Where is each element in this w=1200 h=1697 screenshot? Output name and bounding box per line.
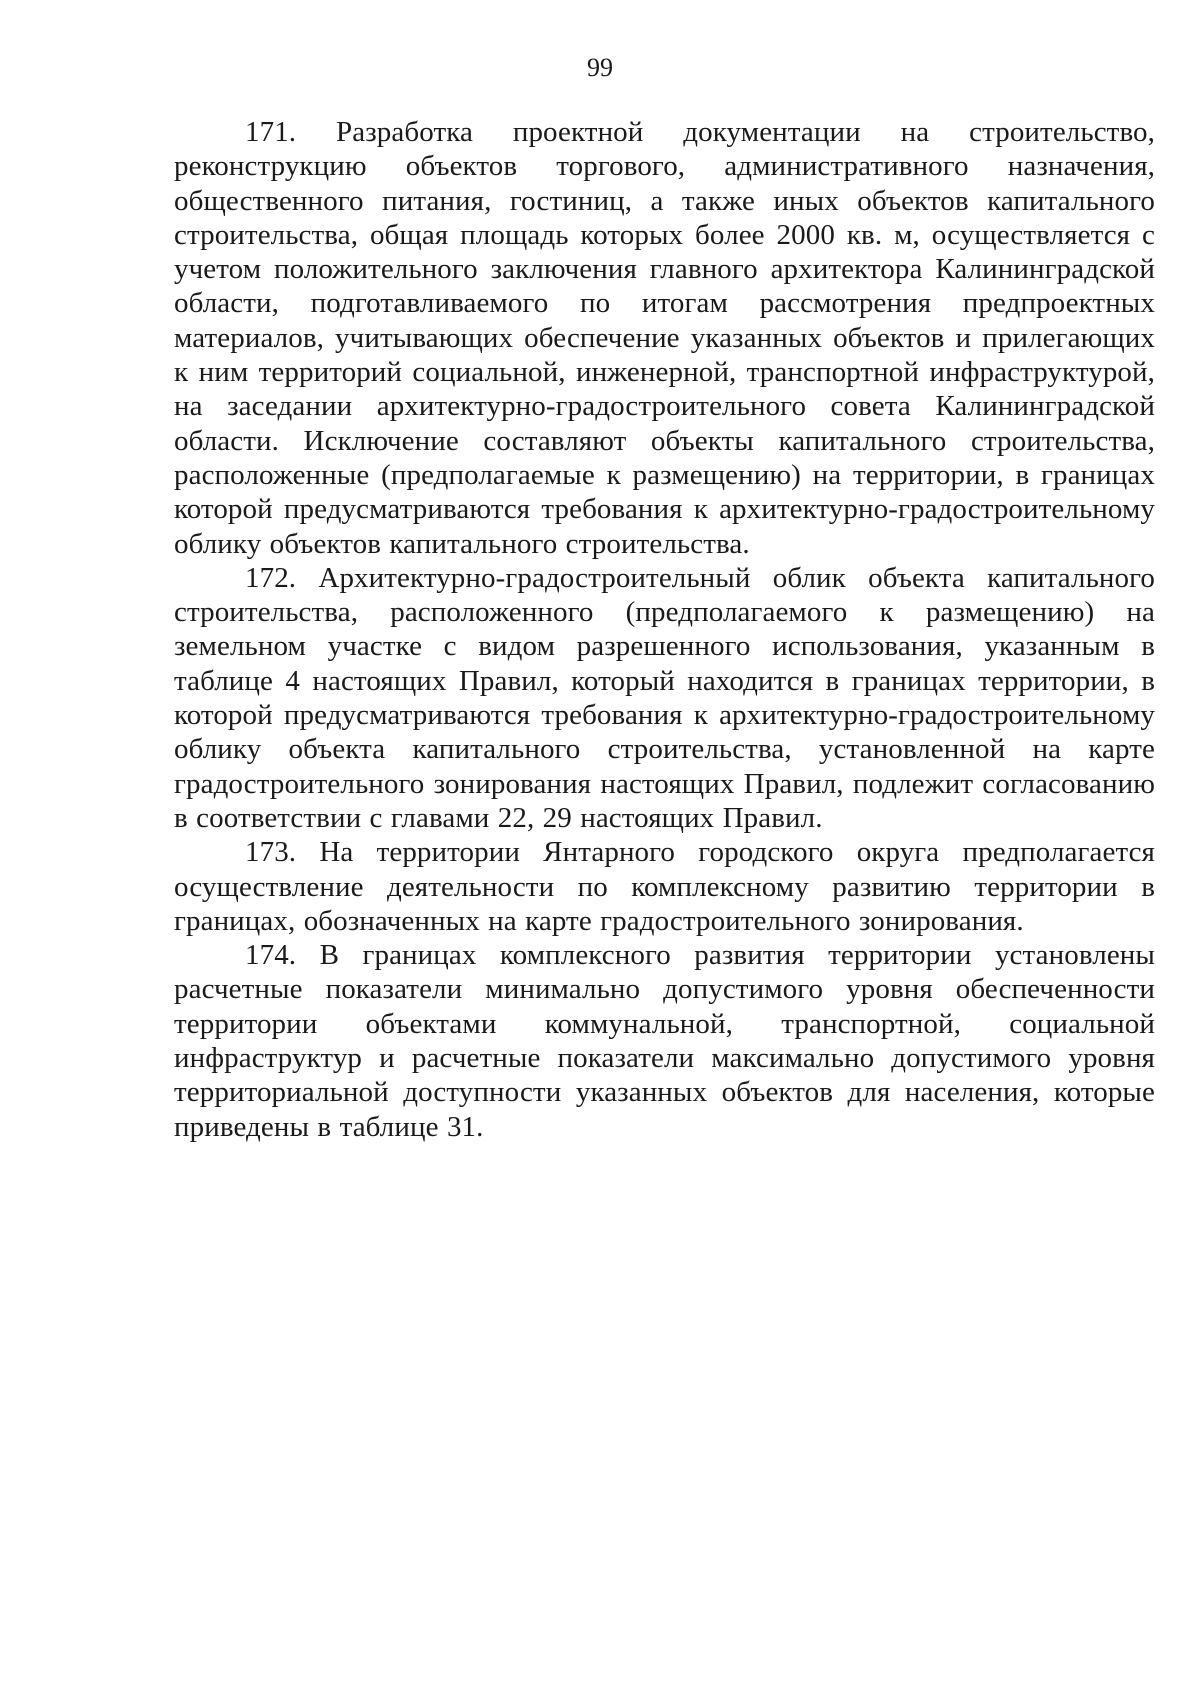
document-body xyxy=(174,115,1155,1144)
paragraph-174: 174. В границах комплексного развития территории установлены расчетные показатели минимально допустимого уровня обеспеченности территории объектами коммунальной, транспортной, социальной инфраструктур и расчетные показатели максимально допустимого уровня территориальной доступности указанных объектов для населения, которые приведены в таблице 31. xyxy=(174,939,1155,1143)
page-number: 99 xyxy=(587,53,613,82)
paragraph-172: 172. Архитектурно-градостроительный облик объекта капитального строительства, расположенного (предполагаемого к размещению) на земельном участке с видом разрешенного использования, указанным в таблице 4 настоящих Правил, который находится в границах территории, в которой предусматриваются требования к архитектурно-градостроительному облику объекта капитального строительства, установленной на карте градостроительного зонирования настоящих Правил, подлежит согласованию в соответствии с главами 22, 29 настоящих Правил. xyxy=(174,561,1155,834)
paragraph-173: 173. На территории Янтарного городского округа предполагается осуществление деятельности по комплексному развитию территории в границах, обозначенных на карте градостроительного зонирования. xyxy=(174,836,1155,937)
paragraph-171: 171. Разработка проектной документации на строительство, реконструкцию объектов торгового, административного назначения, общественного питания, гостиниц, а также иных объектов капитального строительства, общая площадь которых более 2000 кв. м, осуществляется с учетом положительного заключения главного архитектора Калининградской области, подготавливаемого по итогам рассмотрения предпроектных материалов, учитывающих обеспечение указанных объектов и прилегающих к ним территорий социальной, инженерной, транспортной инфраструктурой, на заседании архитектурно-градостроительного совета Калининградской области. Исключение составляют объекты капитального строительства, расположенные (предполагаемые к размещению) на территории, в границах которой предусматриваются требования к архитектурно-градостроительному облику объектов капитального строительства. xyxy=(174,116,1155,560)
